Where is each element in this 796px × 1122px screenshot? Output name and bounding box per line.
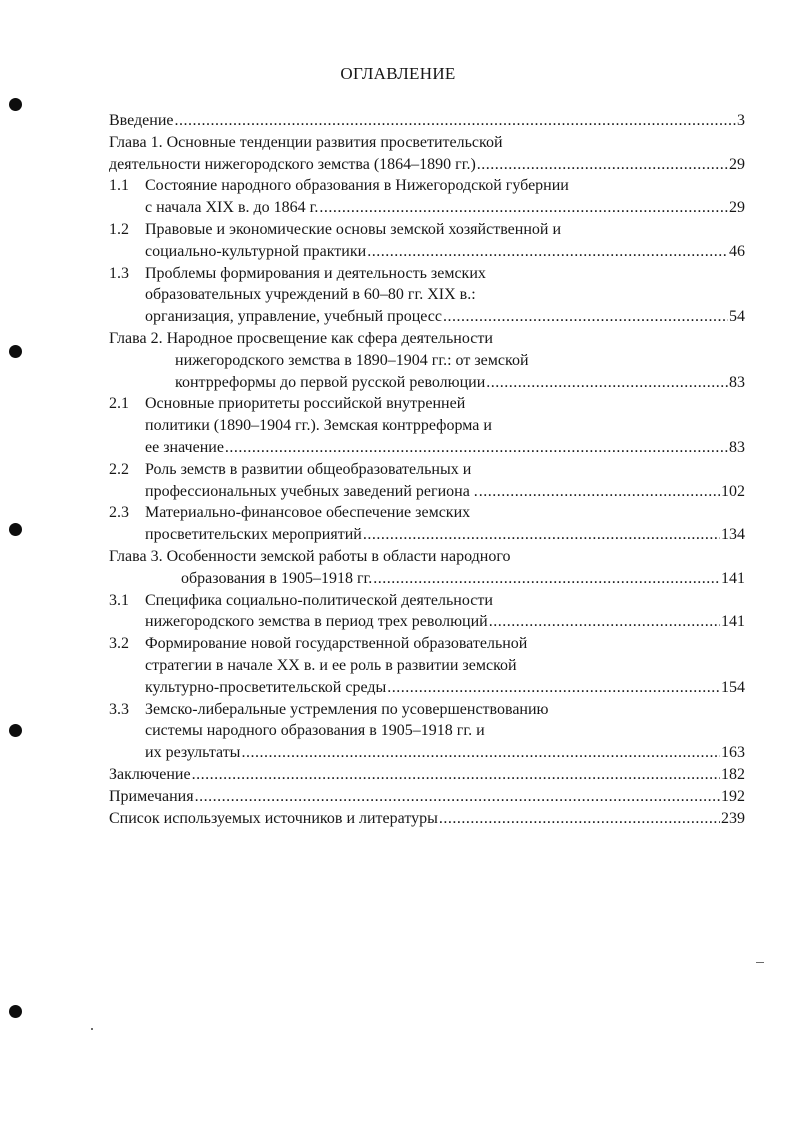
entry-title-line: стратегии в начале XX в. и ее роль в развитии земской — [145, 656, 517, 674]
page-number: 29 — [729, 155, 745, 173]
toc-entry-sources[interactable] — [109, 808, 745, 830]
page-number: 134 — [721, 526, 745, 544]
page-number: 239 — [721, 809, 745, 827]
entry-title-line: Земско-либеральные устремления по усовершенствованию — [145, 700, 549, 718]
binder-hole — [9, 98, 22, 111]
entry-title-line: нижегородского земства в период трех революций — [145, 613, 488, 631]
toc-entry-section-3-3[interactable] — [109, 699, 745, 764]
page-number: 154 — [721, 678, 745, 696]
entry-title-line: деятельности нижегородского земства (1864–1890 гг.) — [109, 155, 476, 173]
entry-title-line: нижегородского земства в 1890–1904 гг.: от земской — [175, 351, 529, 369]
entry-title-line: Глава 1. Основные тенденции развития просветительской — [109, 133, 503, 151]
entry-title: Список используемых источников и литературы — [109, 809, 438, 827]
section-number: 2.2 — [109, 460, 129, 478]
entry-title-line: Проблемы формирования и деятельность земских — [145, 264, 486, 282]
entry-title: Заключение — [109, 765, 191, 783]
toc-entry-chapter-2[interactable] — [109, 328, 745, 393]
dot-leader — [443, 306, 728, 328]
entry-title: Примечания — [109, 787, 194, 805]
toc-entry-section-2-3[interactable] — [109, 502, 745, 546]
section-number: 1.2 — [109, 220, 129, 238]
page-number: 46 — [729, 242, 745, 260]
toc-entry-section-2-2[interactable] — [109, 459, 745, 503]
entry-title-line: Материально-финансовое обеспечение земских — [145, 504, 471, 522]
toc-entry-introduction[interactable] — [109, 110, 745, 132]
binder-hole — [9, 345, 22, 358]
page-number: 54 — [729, 308, 745, 326]
toc-entry-section-3-1[interactable] — [109, 590, 745, 634]
dot-leader — [175, 110, 737, 132]
page-number: 102 — [721, 482, 745, 500]
entry-title-line: системы народного образования в 1905–1918 гг. и — [145, 722, 485, 740]
entry-title-line: Состояние народного образования в Нижегородской губернии — [145, 177, 569, 195]
entry-title-line: контрреформы до первой русской революции — [175, 373, 486, 391]
dot-leader — [489, 611, 720, 633]
entry-title: Введение — [109, 112, 174, 129]
entry-title-line: Формирование новой государственной образовательной — [145, 635, 528, 653]
page-number: 3 — [737, 112, 745, 129]
page-number: 83 — [729, 373, 745, 391]
dot-leader — [195, 786, 720, 808]
toc-entry-notes[interactable] — [109, 786, 745, 808]
scan-speck — [91, 1028, 93, 1030]
entry-title-line: Роль земств в развитии общеобразовательных и — [145, 460, 472, 478]
dot-leader — [373, 568, 720, 590]
page-number: 83 — [729, 438, 745, 456]
entry-title-line: с начала XIX в. до 1864 г. — [145, 199, 319, 217]
binder-hole — [9, 523, 22, 536]
section-number: 1.3 — [109, 264, 129, 282]
toc-entry-section-3-2[interactable] — [109, 633, 745, 698]
dot-leader — [439, 808, 720, 830]
page-number: 182 — [721, 765, 745, 783]
entry-title-line: их результаты — [145, 744, 241, 762]
page-number: 192 — [721, 787, 745, 805]
page-title: ОГЛАВЛЕНИЕ — [340, 64, 456, 83]
entry-title-line: культурно-просветительской среды — [145, 678, 387, 696]
entry-title-line: Основные приоритеты российской внутренней — [145, 395, 466, 413]
entry-title-line: Правовые и экономические основы земской хозяйственной и — [145, 220, 562, 238]
toc-entry-chapter-3[interactable] — [109, 546, 745, 590]
page-number: 163 — [721, 744, 745, 762]
scan-speck — [756, 962, 764, 963]
entry-title-line: просветительских мероприятий — [145, 526, 362, 544]
binder-hole — [9, 724, 22, 737]
section-number: 1.1 — [109, 177, 129, 195]
entry-title-line: профессиональных учебных заведений региона . — [145, 482, 478, 500]
dot-leader — [319, 197, 728, 219]
entry-title-line: ее значение — [145, 438, 224, 456]
page-number: 29 — [729, 199, 745, 217]
dot-leader — [477, 154, 728, 176]
entry-title-line: образовательных учреждений в 60–80 гг. XIX в.: — [145, 286, 476, 304]
dot-leader — [225, 437, 728, 459]
entry-title-line: Специфика социально-политической деятельности — [145, 591, 493, 609]
toc-entry-conclusion[interactable] — [109, 764, 745, 786]
dot-leader — [241, 742, 720, 764]
section-number: 3.2 — [109, 635, 129, 653]
toc-entry-section-1-2[interactable] — [109, 219, 745, 263]
dot-leader — [192, 764, 720, 786]
page-number: 141 — [721, 613, 745, 631]
dot-leader — [387, 677, 720, 699]
entry-title-line: политики (1890–1904 гг.). Земская контрреформа и — [145, 417, 492, 435]
dot-leader — [367, 241, 728, 263]
dot-leader — [479, 481, 720, 503]
entry-title-line: социально-культурной практики — [145, 242, 367, 260]
toc-entry-section-1-1[interactable] — [109, 175, 745, 219]
dot-leader — [363, 524, 720, 546]
toc-entry-section-2-1[interactable] — [109, 393, 745, 458]
entry-title-line: Глава 2. Народное просвещение как сфера деятельности — [109, 329, 493, 347]
section-number: 3.1 — [109, 591, 129, 609]
entry-title-line: образования в 1905–1918 гг. — [181, 569, 373, 587]
section-number: 2.3 — [109, 504, 129, 522]
dot-leader — [486, 372, 728, 394]
table-of-contents — [109, 110, 745, 829]
page-number: 141 — [721, 569, 745, 587]
toc-entry-chapter-1[interactable] — [109, 132, 745, 176]
section-number: 3.3 — [109, 700, 129, 718]
entry-title-line: организация, управление, учебный процесс — [145, 308, 443, 326]
section-number: 2.1 — [109, 395, 129, 413]
entry-title-line: Глава 3. Особенности земской работы в области народного — [109, 547, 511, 565]
binder-hole — [9, 1005, 22, 1018]
toc-entry-section-1-3[interactable] — [109, 263, 745, 328]
